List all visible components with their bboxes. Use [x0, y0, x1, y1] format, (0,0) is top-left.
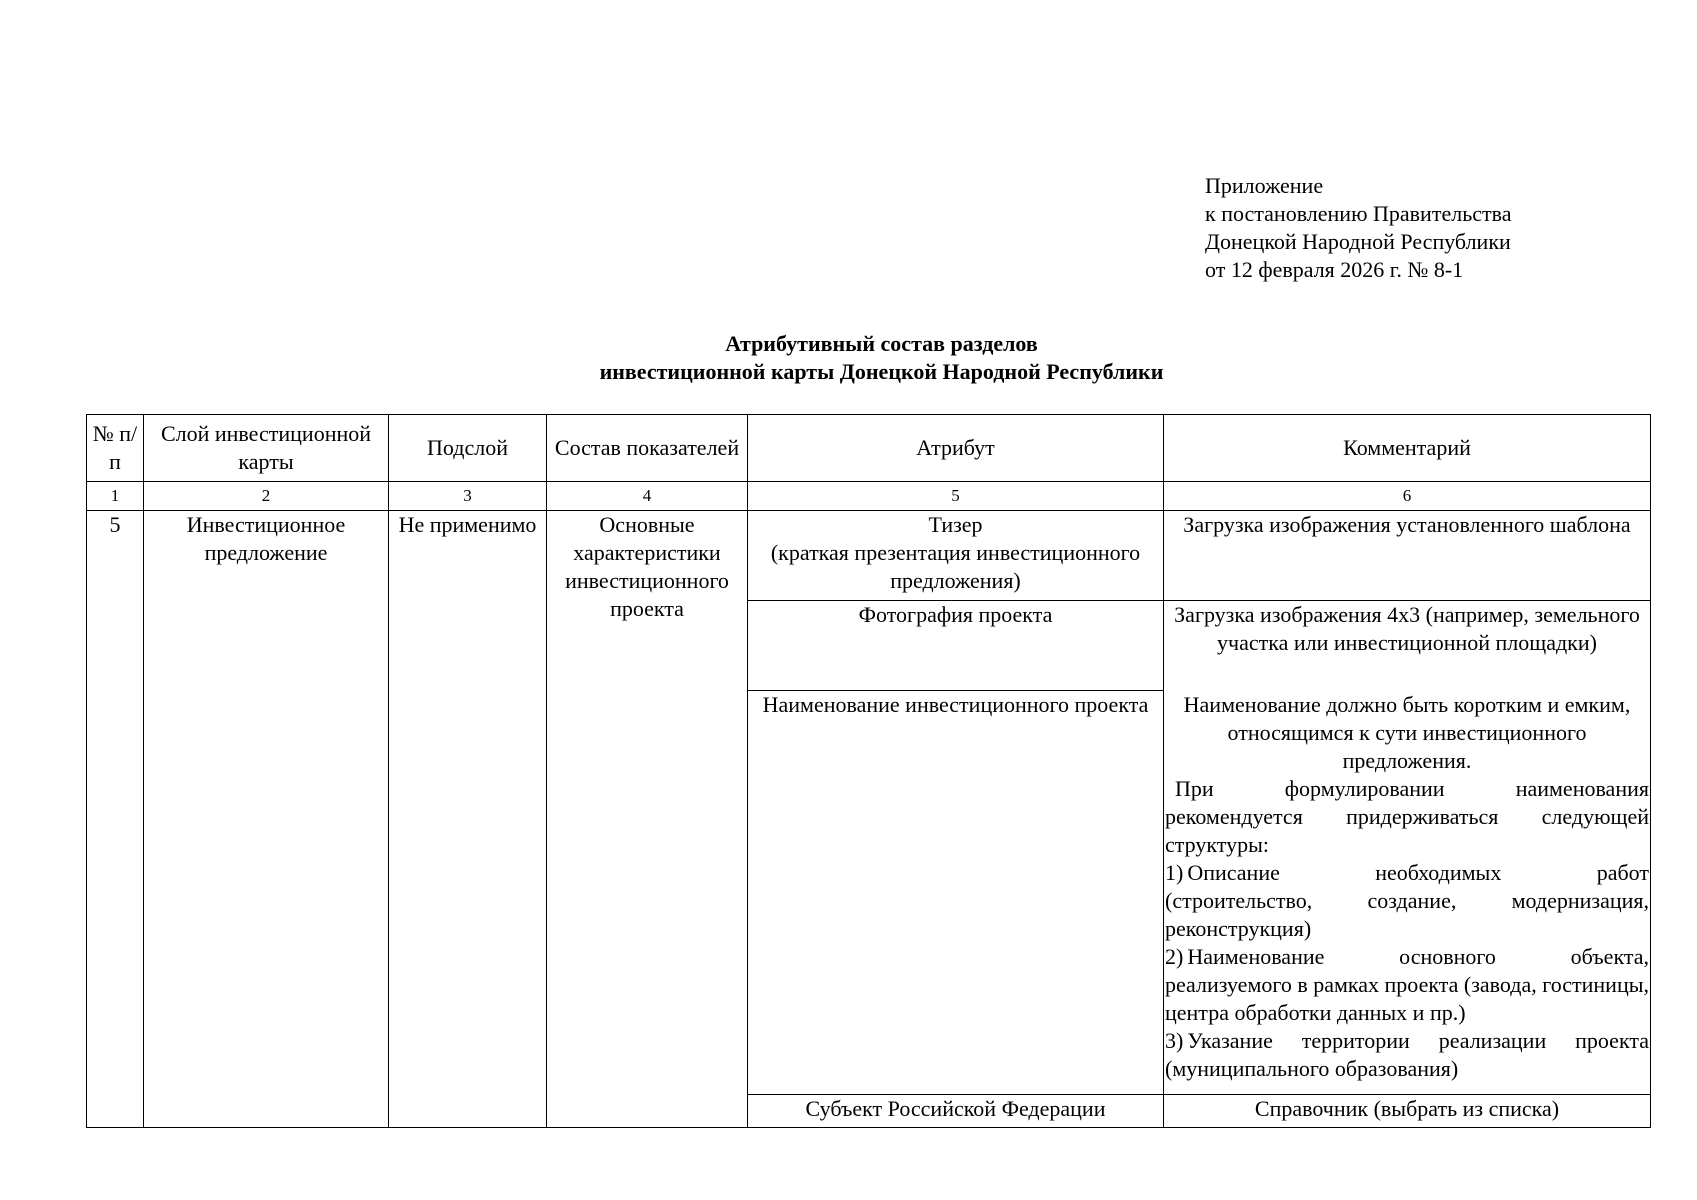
- column-number: 4: [547, 482, 748, 511]
- appendix-line: к постановлению Правительства: [1205, 201, 1512, 226]
- list-item-rest: (строительство, создание, модернизация, реконструкция): [1165, 887, 1649, 941]
- header-attribute: Атрибут: [748, 415, 1164, 482]
- list-item-first-line: Указание территории реализации проекта: [1187, 1027, 1649, 1053]
- table-header-row: [87, 415, 1651, 482]
- column-number: 5: [748, 482, 1164, 511]
- row-sublayer: Не применимо: [389, 511, 547, 1128]
- column-number: 6: [1164, 482, 1651, 511]
- table-row: [87, 511, 1651, 601]
- document-title: [0, 330, 1697, 386]
- column-number: 3: [389, 482, 547, 511]
- comment-list-item: [1165, 943, 1649, 1027]
- attributes-table: [86, 414, 1651, 1128]
- header-sublayer: Подслой: [389, 415, 547, 482]
- comment-intro: Наименование должно быть коротким и емким, относящимся к сути инвестиционного предложения.: [1183, 691, 1631, 773]
- list-item-number: 1): [1165, 859, 1184, 885]
- appendix-line: от 12 февраля 2026 г. № 8-1: [1205, 257, 1464, 282]
- list-item-first-line: Описание необходимых работ: [1187, 859, 1649, 885]
- comment-structure-paragraph: При формулировании наименования рекомендуется придерживаться следующей структуры:: [1165, 775, 1649, 857]
- appendix-line: Донецкой Народной Республики: [1205, 229, 1511, 254]
- comment-teaser: Загрузка изображения установленного шаблона: [1164, 511, 1651, 601]
- attribute-project-name: Наименование инвестиционного проекта: [748, 691, 1164, 1095]
- attribute-teaser: [748, 511, 1164, 601]
- attribute-subject: Субъект Российской Федерации: [748, 1095, 1164, 1128]
- column-number-row: [87, 482, 1651, 511]
- title-line: Атрибутивный состав разделов: [725, 331, 1038, 356]
- appendix-line: Приложение: [1205, 173, 1324, 198]
- appendix-block: [1205, 172, 1511, 284]
- comment-photo: Загрузка изображения 4х3 (например, земельного участка или инвестиционной площадки): [1164, 601, 1651, 691]
- header-layer: Слой инвестиционной карты: [144, 415, 389, 482]
- row-indicators: Основные характеристики инвестиционного проекта: [547, 511, 748, 1128]
- attribute-teaser-title: Тизер: [928, 512, 983, 537]
- column-number: 1: [87, 482, 144, 511]
- comment-list-item: [1165, 1027, 1649, 1083]
- title-line: инвестиционной карты Донецкой Народной Республики: [599, 359, 1164, 384]
- row-num: 5: [87, 511, 144, 1128]
- attribute-photo: Фотография проекта: [748, 601, 1164, 691]
- list-item-number: 3): [1165, 1027, 1184, 1053]
- row-layer: Инвестиционное предложение: [144, 511, 389, 1128]
- comment-project-name: [1164, 691, 1651, 1095]
- header-num: № п/п: [87, 415, 144, 482]
- comment-list-item: [1165, 859, 1649, 943]
- attribute-teaser-note: (краткая презентация инвестиционного предложения): [770, 540, 1141, 593]
- list-item-number: 2): [1165, 943, 1184, 969]
- comment-subject: Справочник (выбрать из списка): [1164, 1095, 1651, 1128]
- list-item-first-line: Наименование основного объекта,: [1187, 943, 1649, 969]
- list-item-rest: (муниципального образования): [1165, 1055, 1459, 1081]
- header-indicators: Состав показателей: [547, 415, 748, 482]
- list-item-rest: реализуемого в рамках проекта (завода, гостиницы, центра обработки данных и пр.): [1165, 971, 1650, 1025]
- header-comment: Комментарий: [1164, 415, 1651, 482]
- column-number: 2: [144, 482, 389, 511]
